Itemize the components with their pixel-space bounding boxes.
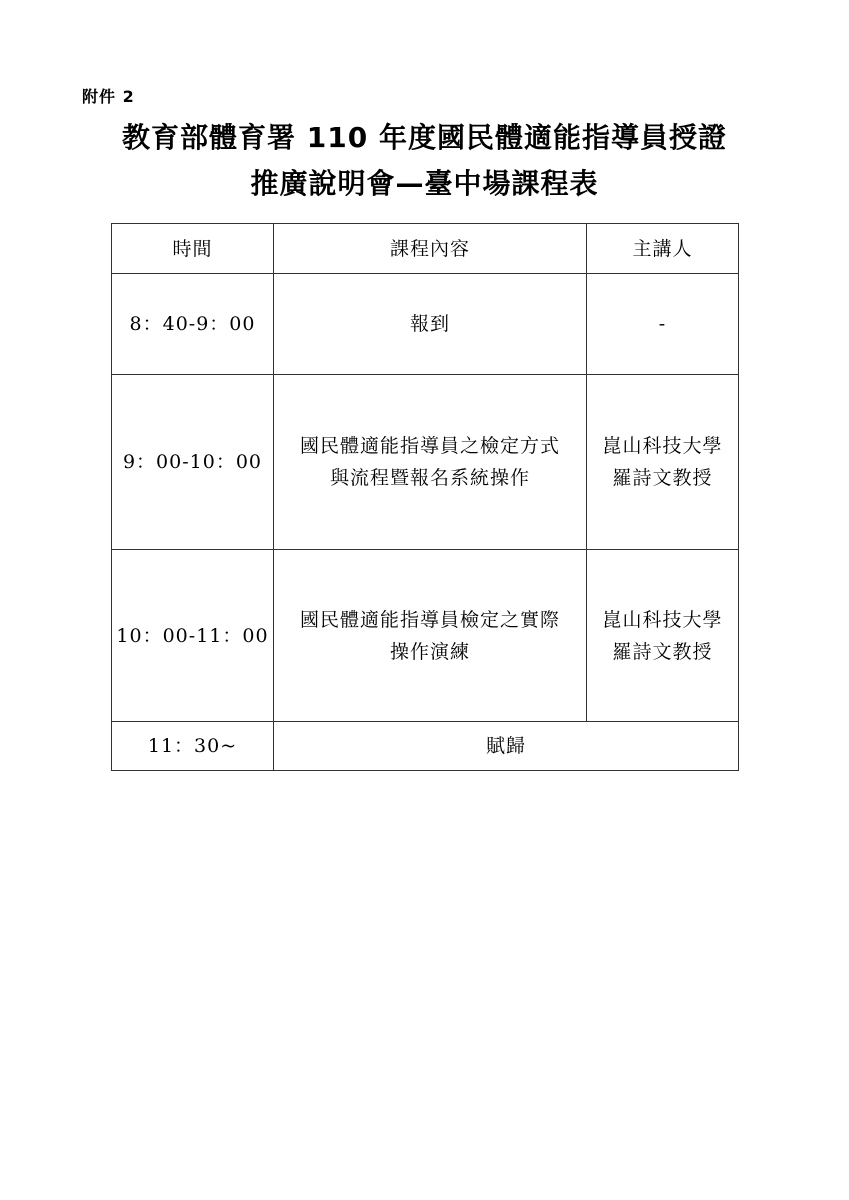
content-cell [274,375,587,550]
speaker-line: 崑山科技大學 [602,608,723,631]
time-cell: 8：40-9：00 [112,274,274,375]
speaker-line: 崑山科技大學 [602,435,723,457]
speaker-line: 羅詩文教授 [612,467,713,489]
time-cell: 9：00-10：00 [112,375,274,550]
table-row [112,375,739,550]
content-line: 國民體適能指導員檢定之實際 [299,608,560,631]
table-row [112,274,739,375]
header-speaker: 主講人 [587,224,739,274]
time-cell: 10：00-11：00 [112,550,274,722]
content-cell: 報到 [274,274,587,375]
content-line: 與流程暨報名系統操作 [329,467,530,489]
table-row [112,550,739,722]
speaker-cell: - [587,274,739,375]
time-cell: 11：30~ [112,722,274,771]
speaker-line: 羅詩文教授 [612,640,713,663]
speaker-cell [587,550,739,722]
course-schedule-table [111,223,739,771]
table-row [112,722,739,771]
content-line: 國民體適能指導員之檢定方式 [299,435,560,457]
content-line: 操作演練 [389,640,470,663]
header-content: 課程內容 [274,224,587,274]
header-time: 時間 [112,224,274,274]
content-cell: 賦歸 [274,722,739,771]
page-title-line-1: 教育部體育署 110 年度國民體適能指導員授證 [122,121,727,154]
content-cell [274,550,587,722]
attachment-label: 附件 2 [82,87,135,106]
table-header-row [112,224,739,274]
page-title-line-2: 推廣說明會—臺中場課程表 [250,167,599,200]
speaker-cell [587,375,739,550]
